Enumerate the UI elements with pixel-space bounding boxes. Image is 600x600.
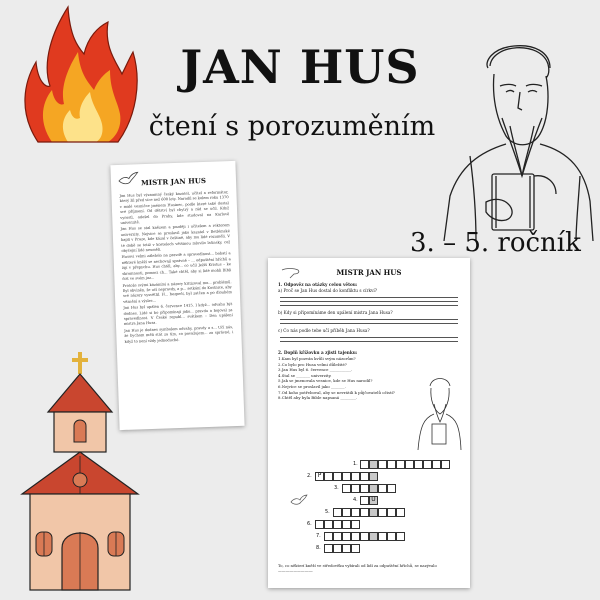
jan-hus-portrait-icon — [430, 26, 595, 241]
crossword-cell — [396, 532, 405, 541]
paragraph: Jan Hus se stal knězem a později i učitelem a rektorem univerzity. Nejvíce se proslavil jako kazatel v Betlémské kapli v Praze, kde kázal v češtině, aby mu lidé rozuměli. V té době se totiž v kostelech většinou mluvilo latinsky, což obyčejní lidé neuměli. — [120, 223, 231, 253]
question-a: a) Proč se Jan Hus dostal do konfliktu s církví? — [278, 288, 377, 293]
crossword-number: 5. — [325, 509, 330, 515]
dove-icon — [117, 170, 140, 187]
crossword-number: 4. — [353, 497, 358, 503]
crossword-cell — [333, 520, 342, 529]
crossword-cell — [405, 460, 414, 469]
crossword-cell — [342, 520, 351, 529]
rosary-icon — [280, 266, 302, 280]
crossword-cell — [387, 460, 396, 469]
crossword-cell — [369, 460, 378, 469]
clue: 7.Od koho potřeboval, aby se nevrátili k půjčovatelů očistí? — [278, 389, 395, 395]
crossword-cell — [351, 544, 360, 553]
crossword-cell — [387, 484, 396, 493]
questions-worksheet — [268, 258, 470, 588]
crossword-cell — [360, 496, 369, 505]
crossword-cell — [360, 460, 369, 469]
crossword-cell — [378, 484, 387, 493]
crossword-cell — [351, 484, 360, 493]
clue: 3.Jan Hus byl 6. července ___________. — [278, 367, 353, 373]
crossword-cell — [432, 460, 441, 469]
answer-line — [280, 319, 458, 320]
crossword-grid — [268, 459, 470, 559]
crossword-cell — [360, 472, 369, 481]
paragraph: Jan Hus byl významný český kazatel, učitel a reformátor, který žil před více než 600 lety. Narodil se kolem roku 1370 v malé vesničce jménem Husinec, podle které také dostal své příjmení. Od dětství byl chytrý a rád se učil. Když vyrostl, odešel do Prahy, kde studoval na Karlově univerzitě. — [119, 190, 230, 225]
worksheet-title: MISTR JAN HUS — [140, 175, 207, 188]
crossword-cell — [360, 532, 369, 541]
crossword-cell — [351, 520, 360, 529]
crossword-cell — [342, 508, 351, 517]
clue: 8.Chtěl aby byla Bible napsaná ________. — [278, 395, 358, 401]
section-2-heading: 2. Doplň křížovku a zjisti tajenku: — [278, 350, 358, 355]
crossword-cell — [369, 472, 378, 481]
section-1-heading: 1. Odpověz na otázky celou větou: — [278, 282, 358, 287]
crossword-cell — [333, 472, 342, 481]
page-title: JAN HUS — [180, 40, 420, 94]
crossword-cell — [360, 484, 369, 493]
crossword-cell — [387, 532, 396, 541]
crossword-cell — [396, 460, 405, 469]
footer-question: To, co některí kněží ve středověku vybírali od lidí za odpuštění hříchů, se nazývalo —————————. — [278, 563, 437, 574]
crossword-cell — [396, 508, 405, 517]
crossword-cell — [342, 532, 351, 541]
crossword-cell — [369, 508, 378, 517]
crossword-cell — [369, 484, 378, 493]
crossword — [268, 459, 470, 559]
clue: 1.Kam byl pozván kvůli svým názorům? — [278, 356, 356, 361]
answer-line — [280, 297, 458, 298]
crossword-number: 1. — [353, 461, 358, 467]
crossword-number: 2. — [307, 473, 312, 479]
crossword-cell — [315, 520, 324, 529]
answer-line — [280, 305, 458, 306]
crossword-cell — [378, 460, 387, 469]
crossword-letter: P — [317, 472, 322, 479]
crossword-cell — [378, 508, 387, 517]
crossword-cell — [351, 532, 360, 541]
crossword-cell — [342, 484, 351, 493]
crossword-cell — [441, 460, 450, 469]
page-subtitle: čtení s porozuměním — [148, 111, 436, 142]
answer-line — [280, 337, 458, 338]
clue: 5.Jak se jmenovala vesnice, kde se Hus narodil? — [278, 378, 373, 384]
crossword-cell — [414, 460, 423, 469]
paragraph: Protože svými kázáními a názory kritizoval mo... problémů. Byl obviněn, že učí nepravdy, a p... setkání do Kostnice, aby své názory vysvětlil. H... bezpečí, byl zatčen a po dlouhém věznění a výslec... — [122, 279, 232, 304]
worksheet-title: MISTR JAN HUS — [336, 268, 402, 277]
crossword-cell — [351, 508, 360, 517]
reading-worksheet — [110, 161, 244, 430]
crossword-cell — [333, 508, 342, 517]
clue: 6.Nejvíce se proslavil jako _______. — [278, 383, 346, 389]
answer-line — [280, 323, 458, 324]
crossword-cell — [342, 472, 351, 481]
crossword-cell — [324, 520, 333, 529]
answer-line — [280, 301, 458, 302]
crossword-cell — [423, 460, 432, 469]
paragraph: Jan Hus byl upálen 6. července 1415. I když... odvahu být dodnes. Lidé si ho připomínají jako... pravdu a bojoval za spravedlnost. V České republ... svátkem – Den upálení mistra Jana Husa. — [123, 302, 233, 327]
crossword-cell — [378, 532, 387, 541]
answer-line — [280, 341, 458, 342]
paragraph: Jan Hus je dodnes symbolem odvahy, pravdy a s... Učí nás, že bychom měli stát za tím, co považujem... za správné, i když to není vždy jednoduché. — [124, 324, 234, 344]
crossword-cell — [369, 532, 378, 541]
crossword-number: 7. — [316, 533, 321, 539]
grade-label: 3. – 5. ročník — [410, 228, 581, 258]
crossword-cell — [324, 532, 333, 541]
crossword-cell — [333, 532, 342, 541]
crossword-cell — [351, 472, 360, 481]
crossword-number: 8. — [316, 545, 321, 551]
clue: 2.Co bylo pro Husa velmi důležité? — [278, 361, 347, 367]
crossword-number: 3. — [334, 485, 339, 491]
question-c: c) Co nás podle tebe učí příběh Jana Husa? — [278, 328, 370, 333]
dove-icon — [290, 494, 308, 506]
question-b: b) Kdy si připomínáme den upálení mistra Jana Husa? — [278, 310, 393, 315]
crossword-letter: U — [371, 496, 376, 503]
crossword-cell — [324, 472, 333, 481]
crossword-cell — [387, 508, 396, 517]
crossword-cell — [342, 544, 351, 553]
clue: 4.Stal se _______ univerzity. — [278, 372, 332, 378]
fire-icon — [18, 2, 140, 147]
crossword-number: 6. — [307, 521, 312, 527]
paragraph: Husovi velmi záleželo na pravdě a spravedlnost... bohatí a některé kněží se nechovají správně – ... odpuštění hříchů a žijí v přepychu. Hus chtěl, aby... co učil Ježíš Kristus – ke skromnosti, pomoci ch... Také chtěl, aby si lidé mohli Bibli číst ve svém jaz... — [121, 251, 232, 282]
jan-hus-small-portrait-icon — [416, 374, 462, 450]
crossword-cell — [324, 544, 333, 553]
crossword-cell — [360, 508, 369, 517]
crossword-cell — [333, 544, 342, 553]
